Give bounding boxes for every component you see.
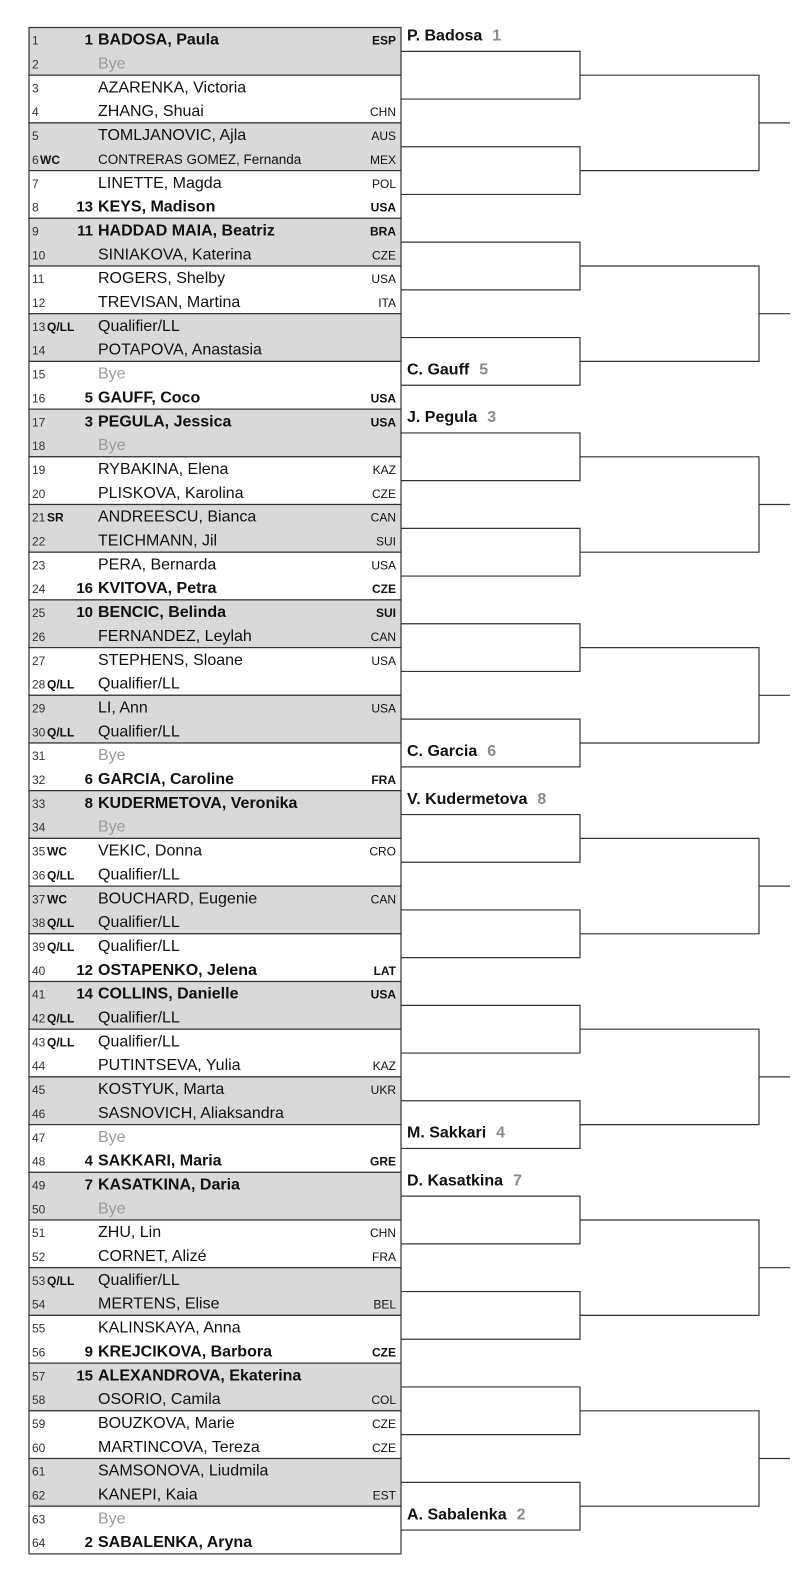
nationality: CZE — [372, 248, 396, 263]
draw-position: 36 — [32, 868, 46, 883]
player-name: RYBAKINA, Elena — [98, 460, 229, 478]
player-name: ZHU, Lin — [98, 1224, 162, 1242]
player-name: SINIAKOVA, Katerina — [98, 246, 252, 264]
player-name: OSTAPENKO, Jelena — [98, 961, 257, 979]
player-name: Qualifier/LL — [98, 317, 180, 335]
advanced-player — [407, 1172, 522, 1189]
advanced-player — [407, 743, 496, 760]
draw-position: 58 — [32, 1393, 46, 1408]
bracket-connector — [401, 624, 580, 672]
draw-position: 15 — [32, 367, 46, 382]
draw-position: 64 — [32, 1536, 46, 1551]
bracket-connector — [401, 51, 580, 99]
nationality: CRO — [369, 844, 396, 859]
draw-position: 38 — [32, 916, 46, 931]
draw-position: 20 — [32, 486, 46, 501]
player-name: HADDAD MAIA, Beatriz — [98, 222, 275, 240]
draw-position: 52 — [32, 1250, 46, 1265]
player-name: Qualifier/LL — [98, 1009, 180, 1027]
advanced-player-name: C. Gauff — [407, 361, 470, 379]
nationality: FRA — [371, 773, 396, 788]
first-round-rows — [29, 28, 401, 1554]
draw-position: 43 — [32, 1035, 46, 1050]
match-box — [29, 838, 401, 886]
entry-tag: Q/LL — [47, 1011, 75, 1026]
player-name: Qualifier/LL — [98, 1271, 180, 1289]
advanced-player-name: D. Kasatkina — [407, 1172, 504, 1190]
nationality: BEL — [373, 1297, 396, 1312]
seed-number: 9 — [84, 1343, 93, 1361]
player-name: FERNANDEZ, Leylah — [98, 627, 252, 645]
draw-position: 60 — [32, 1440, 46, 1455]
draw-position: 31 — [32, 749, 46, 764]
advanced-player-name: J. Pegula — [407, 409, 478, 427]
entry-tag: Q/LL — [47, 319, 75, 334]
draw-entry — [32, 676, 180, 693]
seed-number: 15 — [76, 1367, 93, 1385]
draw-position: 47 — [32, 1130, 46, 1145]
draw-position: 13 — [32, 319, 46, 334]
entry-tag: Q/LL — [47, 916, 75, 931]
draw-entry — [32, 1272, 180, 1289]
draw-position: 54 — [32, 1297, 46, 1312]
draw-position: 9 — [32, 224, 39, 239]
nationality: POL — [371, 176, 396, 191]
player-name: MARTINCOVA, Tereza — [98, 1438, 260, 1456]
nationality: CHN — [370, 105, 396, 120]
draw-entry — [32, 1010, 180, 1027]
draw-position: 37 — [32, 892, 46, 907]
advanced-player — [407, 409, 496, 426]
nationality: USA — [370, 987, 396, 1002]
nationality: CZE — [372, 486, 396, 501]
player-name: VEKIC, Donna — [98, 842, 203, 860]
nationality: USA — [371, 272, 396, 287]
nationality: CAN — [370, 629, 396, 644]
advanced-player-name: M. Sakkari — [407, 1124, 487, 1142]
player-name: ALEXANDROVA, Ekaterina — [98, 1367, 302, 1385]
draw-position: 55 — [32, 1321, 46, 1336]
nationality: USA — [371, 653, 396, 668]
nationality: KAZ — [372, 1059, 396, 1074]
entry-tag: WC — [40, 152, 60, 167]
entry-tag: Q/LL — [47, 1273, 75, 1288]
bracket-connector — [580, 75, 759, 170]
draw-position: 63 — [32, 1512, 46, 1527]
bracket-connector — [580, 838, 759, 933]
draw-position: 53 — [32, 1273, 46, 1288]
draw-position: 61 — [32, 1464, 46, 1479]
player-name: BADOSA, Paula — [98, 31, 219, 49]
player-name: ANDREESCU, Bianca — [98, 508, 257, 526]
nationality: CAN — [370, 892, 396, 907]
advanced-player-seed: 1 — [492, 27, 502, 45]
draw-position: 39 — [32, 939, 46, 954]
bye-label: Bye — [98, 1200, 126, 1218]
nationality: AUS — [371, 129, 396, 144]
player-name: LI, Ann — [98, 699, 148, 717]
nationality: GRE — [369, 1154, 396, 1169]
draw-position: 29 — [32, 701, 46, 716]
draw-position: 28 — [32, 677, 46, 692]
round-two-labels — [407, 28, 546, 1524]
bracket-connector — [401, 242, 580, 290]
entry-tag: SR — [47, 510, 64, 525]
draw-position: 2 — [32, 57, 39, 72]
player-name: GARCIA, Caroline — [98, 771, 235, 789]
player-name: SABALENKA, Aryna — [98, 1534, 253, 1552]
advanced-player-name: A. Sabalenka — [407, 1506, 507, 1524]
draw-position: 45 — [32, 1083, 46, 1098]
entry-tag: Q/LL — [47, 677, 75, 692]
seed-number: 5 — [84, 389, 93, 407]
nationality: USA — [370, 391, 396, 406]
nationality: CAN — [370, 510, 396, 525]
bye-label: Bye — [98, 747, 126, 765]
seed-number: 14 — [76, 985, 93, 1003]
draw-position: 40 — [32, 963, 46, 978]
draw-position: 24 — [32, 582, 46, 597]
draw-position: 62 — [32, 1488, 46, 1503]
seed-number: 12 — [76, 961, 93, 979]
player-name: Qualifier/LL — [98, 866, 180, 884]
player-name: KUDERMETOVA, Veronika — [98, 794, 298, 812]
advanced-player — [407, 28, 501, 45]
nationality: CZE — [372, 1440, 396, 1455]
player-name: SAMSONOVA, Liudmila — [98, 1462, 269, 1480]
draw-position: 4 — [32, 105, 39, 120]
seed-number: 10 — [76, 604, 93, 622]
advanced-player-seed: 3 — [487, 409, 497, 427]
draw-position: 33 — [32, 796, 46, 811]
nationality: FRA — [372, 1250, 396, 1265]
player-name: LINETTE, Magda — [98, 174, 222, 192]
draw-entry — [32, 938, 180, 955]
advanced-player-seed: 5 — [479, 361, 489, 379]
draw-position: 35 — [32, 844, 46, 859]
bye-label: Bye — [98, 1510, 126, 1528]
draw-entry — [32, 318, 180, 335]
player-name: Qualifier/LL — [98, 937, 180, 955]
nationality: SUI — [375, 606, 396, 621]
nationality: COL — [371, 1393, 396, 1408]
player-name: Qualifier/LL — [98, 1033, 180, 1051]
player-name: ZHANG, Shuai — [98, 103, 204, 121]
nationality: UKR — [370, 1083, 396, 1098]
advanced-player-seed: 7 — [513, 1172, 522, 1190]
seed-number: 16 — [76, 580, 93, 598]
draw-position: 26 — [32, 629, 46, 644]
draw-position: 59 — [32, 1416, 46, 1431]
player-name: Qualifier/LL — [98, 675, 180, 693]
draw-position: 25 — [32, 606, 46, 621]
entry-tag: Q/LL — [47, 725, 75, 740]
bracket-connector — [401, 1196, 580, 1244]
draw-entry — [32, 866, 180, 883]
seed-number: 11 — [77, 222, 93, 240]
draw-position: 17 — [32, 415, 46, 430]
draw-position: 16 — [32, 391, 46, 406]
draw-position: 14 — [32, 343, 46, 358]
draw-position: 41 — [32, 987, 46, 1002]
player-name: AZARENKA, Victoria — [98, 79, 247, 97]
player-name: Qualifier/LL — [98, 723, 180, 741]
match-box — [29, 1220, 401, 1268]
player-name: SASNOVICH, Aliaksandra — [98, 1104, 284, 1122]
draw-position: 56 — [32, 1345, 46, 1360]
advanced-player — [407, 1506, 526, 1523]
nationality: CZE — [372, 582, 396, 597]
bracket-connector — [401, 147, 580, 195]
draw-position: 51 — [32, 1226, 46, 1241]
entry-tag: WC — [47, 892, 67, 907]
advanced-player — [407, 362, 488, 379]
player-name: ROGERS, Shelby — [98, 270, 226, 288]
bracket-connector — [401, 910, 580, 958]
player-name: KANEPI, Kaia — [98, 1486, 198, 1504]
player-name: BOUZKOVA, Marie — [98, 1414, 235, 1432]
entry-tag: WC — [47, 844, 67, 859]
player-name: KASATKINA, Daria — [98, 1176, 240, 1194]
player-name: KALINSKAYA, Anna — [98, 1319, 241, 1337]
draw-position: 18 — [32, 439, 46, 454]
advanced-player-seed: 2 — [516, 1506, 526, 1524]
draw-position: 23 — [32, 558, 46, 573]
entry-tag: Q/LL — [47, 939, 75, 954]
bracket-connector — [580, 1029, 759, 1124]
advanced-player-name: P. Badosa — [407, 27, 483, 45]
seed-number: 7 — [84, 1176, 93, 1194]
nationality: BRA — [370, 224, 396, 239]
advanced-player-seed: 6 — [487, 743, 497, 761]
nationality: USA — [371, 558, 396, 573]
nationality: ITA — [378, 296, 396, 311]
advanced-player-name: C. Garcia — [407, 743, 478, 761]
seed-number: 8 — [84, 794, 93, 812]
advanced-player-name: V. Kudermetova — [407, 790, 528, 808]
bye-label: Bye — [98, 365, 126, 383]
player-name: OSORIO, Camila — [98, 1391, 221, 1409]
bracket-connector — [580, 1220, 759, 1315]
bracket-connector — [580, 266, 759, 361]
player-name: COLLINS, Danielle — [98, 985, 239, 1003]
draw-position: 57 — [32, 1369, 46, 1384]
advanced-player — [407, 791, 546, 808]
player-name: KOSTYUK, Marta — [98, 1081, 225, 1099]
draw-position: 49 — [32, 1178, 46, 1193]
bracket-connector — [401, 1005, 580, 1053]
draw-position: 42 — [32, 1011, 46, 1026]
player-name: PEGULA, Jessica — [98, 413, 232, 431]
draw-position: 34 — [32, 820, 46, 835]
draw-position: 30 — [32, 725, 46, 740]
player-name: PUTINTSEVA, Yulia — [98, 1057, 241, 1075]
nationality: CHN — [370, 1226, 396, 1241]
bracket-connector — [401, 1387, 580, 1435]
player-name: CORNET, Alizé — [98, 1248, 207, 1266]
bracket-connector — [580, 648, 759, 743]
draw-position: 7 — [32, 176, 39, 191]
draw-position: 27 — [32, 653, 46, 668]
nationality: USA — [370, 200, 396, 215]
player-name: Qualifier/LL — [98, 914, 180, 932]
nationality: SUI — [375, 534, 396, 549]
draw-position: 22 — [32, 534, 46, 549]
draw-position: 5 — [32, 129, 39, 144]
match-box — [29, 695, 401, 743]
nationality: ESP — [371, 33, 396, 48]
bracket-connector — [401, 815, 580, 863]
draw-position: 50 — [32, 1202, 46, 1217]
seed-number: 13 — [76, 198, 93, 216]
draw-position: 48 — [32, 1154, 46, 1169]
bracket-connector — [401, 1292, 580, 1340]
nationality: CZE — [372, 1416, 396, 1431]
player-name: BOUCHARD, Eugenie — [98, 890, 258, 908]
nationality: USA — [371, 701, 396, 716]
entry-tag: Q/LL — [47, 1035, 75, 1050]
seed-number: 3 — [84, 413, 93, 431]
draw-entry — [32, 914, 180, 931]
player-name: KREJCIKOVA, Barbora — [98, 1343, 272, 1361]
player-name: PERA, Bernarda — [98, 556, 217, 574]
advanced-player-seed: 4 — [496, 1124, 506, 1142]
draw-position: 44 — [32, 1059, 46, 1074]
draw-position: 1 — [32, 33, 39, 48]
draw-entry — [32, 1033, 180, 1050]
nationality: LAT — [373, 963, 396, 978]
seed-number: 6 — [84, 771, 93, 789]
draw-position: 21 — [32, 510, 46, 525]
advanced-player — [407, 1125, 505, 1142]
player-name: SAKKARI, Maria — [98, 1152, 222, 1170]
bracket-connector — [401, 528, 580, 576]
draw-position: 32 — [32, 773, 46, 788]
nationality: USA — [370, 415, 396, 430]
draw-position: 46 — [32, 1106, 46, 1121]
bye-label: Bye — [98, 55, 126, 73]
draw-position: 3 — [32, 81, 39, 96]
bye-label: Bye — [98, 818, 126, 836]
bracket-connector — [580, 457, 759, 552]
nationality: CZE — [372, 1345, 396, 1360]
seed-number: 4 — [84, 1152, 93, 1170]
draw-position: 8 — [32, 200, 39, 215]
nationality: MEX — [369, 152, 396, 167]
seed-number: 2 — [84, 1534, 93, 1552]
bye-label: Bye — [98, 437, 126, 455]
entry-tag: Q/LL — [47, 868, 75, 883]
player-name: TREVISAN, Martina — [98, 294, 241, 312]
player-name: GAUFF, Coco — [98, 389, 201, 407]
seed-number: 1 — [84, 31, 93, 49]
player-name: BENCIC, Belinda — [98, 604, 227, 622]
player-name: PLISKOVA, Karolina — [98, 484, 244, 502]
draw-position: 19 — [32, 462, 46, 477]
bracket-connector — [580, 1411, 759, 1506]
player-name: POTAPOVA, Anastasia — [98, 341, 262, 359]
player-name: KEYS, Madison — [98, 198, 216, 216]
player-name: CONTRERAS GOMEZ, Fernanda — [98, 151, 302, 167]
draw-position: 6 — [32, 152, 39, 167]
draw-entry — [32, 723, 180, 740]
draw-position: 12 — [32, 296, 46, 311]
player-name: TEICHMANN, Jil — [98, 532, 218, 550]
player-name: TOMLJANOVIC, Ajla — [98, 127, 247, 145]
draw-position: 10 — [32, 248, 46, 263]
nationality: KAZ — [372, 462, 396, 477]
bracket-connector — [401, 433, 580, 481]
advanced-player-seed: 8 — [537, 790, 547, 808]
draw-position: 11 — [32, 272, 45, 287]
bye-label: Bye — [98, 1128, 126, 1146]
nationality: EST — [372, 1488, 396, 1503]
player-name: STEPHENS, Sloane — [98, 651, 243, 669]
player-name: KVITOVA, Petra — [98, 580, 217, 598]
player-name: MERTENS, Elise — [98, 1295, 220, 1313]
